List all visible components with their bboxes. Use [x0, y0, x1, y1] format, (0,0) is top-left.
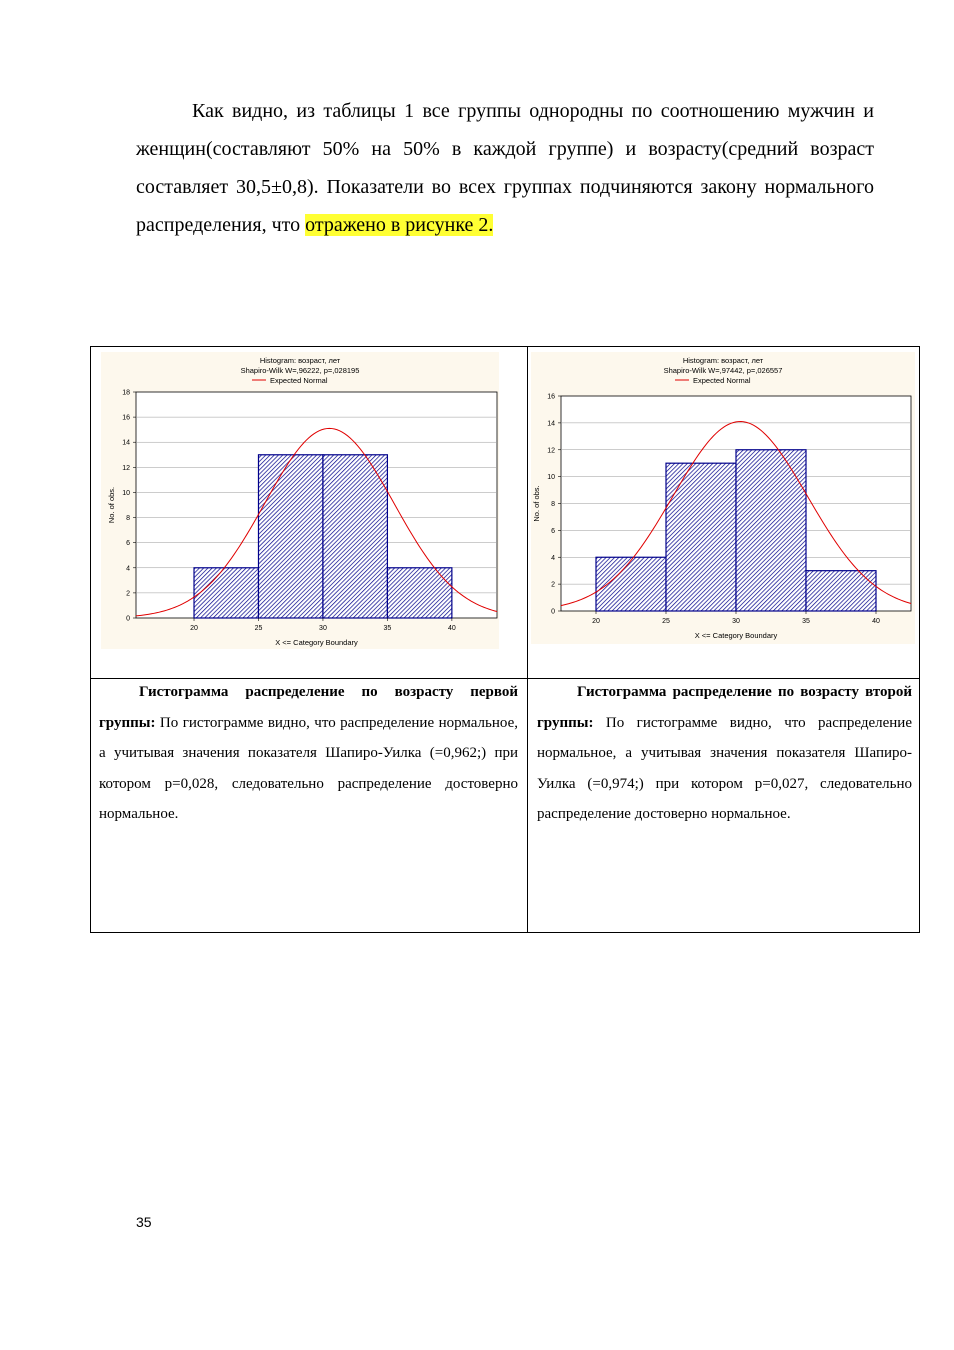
intro-text: Как видно, из таблицы 1 все группы однородны по соотношению мужчин и женщин(составляют 50% на 50% в каждой группе) и возрасту(средний возраст составляет 30,5±0,8). Показатели во всех группах подчиняются закону нормального распределения, что — [136, 100, 874, 236]
intro-paragraph — [136, 92, 874, 244]
caption-1-text: По гистограмме видно, что распределение нормальное, а учитывая значения показателя Шапиро-Уилка (=0,962;) при котором p=0,028, следовательно распределение достоверно нормальное. — [99, 714, 518, 822]
histogram-group-1 — [101, 352, 499, 649]
histogram-bar — [258, 455, 322, 618]
histogram-group-2 — [531, 352, 915, 644]
histogram-bar — [387, 568, 451, 618]
chart-group-1 — [101, 352, 499, 649]
y-axis-label: No. of obs. — [107, 486, 116, 524]
y-tick-label: 2 — [551, 581, 555, 589]
y-tick-label: 18 — [122, 389, 130, 397]
y-tick-label: 14 — [547, 420, 555, 428]
y-tick-label: 8 — [551, 501, 555, 508]
x-tick-label: 30 — [732, 618, 740, 625]
chart-subtitle: Shapiro-Wilk W=,97442, p=,026557 — [663, 366, 783, 375]
chart-title: Histogram: возраст, лет — [259, 356, 341, 365]
caption-group-1 — [99, 677, 518, 830]
page-number: 35 — [136, 1214, 152, 1230]
x-tick-label: 35 — [383, 625, 392, 632]
caption-1-bold: Гистограмма распределение по возрасту первой группы: — [99, 684, 518, 731]
y-tick-label: 6 — [126, 540, 130, 548]
chart-group-2 — [531, 352, 915, 644]
x-axis-label: X <= Category Boundary — [694, 631, 778, 640]
y-tick-label: 6 — [551, 527, 555, 535]
histogram-bar — [806, 571, 876, 611]
x-axis-label: X <= Category Boundary — [275, 638, 358, 647]
table-divider-vertical — [527, 347, 528, 932]
y-tick-label: 0 — [126, 615, 130, 623]
intro-highlight: отражено в рисунке 2. — [305, 214, 494, 236]
y-tick-label: 16 — [547, 393, 555, 401]
y-tick-label: 10 — [547, 474, 555, 482]
histogram-bar — [736, 450, 806, 611]
x-tick-label: 25 — [254, 625, 263, 632]
caption-group-2 — [537, 677, 912, 830]
y-tick-label: 12 — [547, 447, 555, 455]
histogram-bar — [596, 557, 666, 611]
x-tick-label: 40 — [447, 625, 456, 632]
legend-label: Expected Normal — [693, 376, 751, 385]
chart-subtitle: Shapiro-Wilk W=,96222, p=,028195 — [240, 366, 360, 375]
x-tick-label: 20 — [592, 618, 600, 625]
histogram-bar — [666, 463, 736, 611]
y-tick-label: 12 — [122, 464, 130, 472]
y-axis-label: No. of obs. — [532, 485, 541, 522]
figure-table — [90, 346, 920, 933]
y-tick-label: 14 — [122, 439, 130, 447]
x-tick-label: 20 — [190, 625, 198, 632]
caption-2-text: По гистограмме видно, что распределение нормальное, а учитывая значения показателя Шапиро-Уилка (=0,974;) при котором p=0,027, следовательно распределение достоверно нормальное. — [537, 714, 912, 822]
histogram-bar — [194, 568, 258, 618]
y-tick-label: 10 — [122, 489, 130, 497]
y-tick-label: 16 — [122, 414, 130, 422]
y-tick-label: 0 — [551, 608, 555, 616]
legend-label: Expected Normal — [270, 376, 328, 385]
y-tick-label: 4 — [551, 554, 555, 562]
y-tick-label: 4 — [126, 565, 130, 573]
x-tick-label: 40 — [872, 618, 880, 625]
x-tick-label: 30 — [319, 625, 327, 632]
chart-title: Histogram: возраст, лет — [682, 356, 764, 365]
caption-2-bold: Гистограмма распределение по возрасту второй группы: — [537, 684, 912, 731]
x-tick-label: 25 — [662, 618, 670, 625]
histogram-bar — [323, 455, 387, 618]
y-tick-label: 8 — [126, 515, 130, 523]
x-tick-label: 35 — [802, 618, 810, 625]
y-tick-label: 2 — [126, 590, 130, 598]
